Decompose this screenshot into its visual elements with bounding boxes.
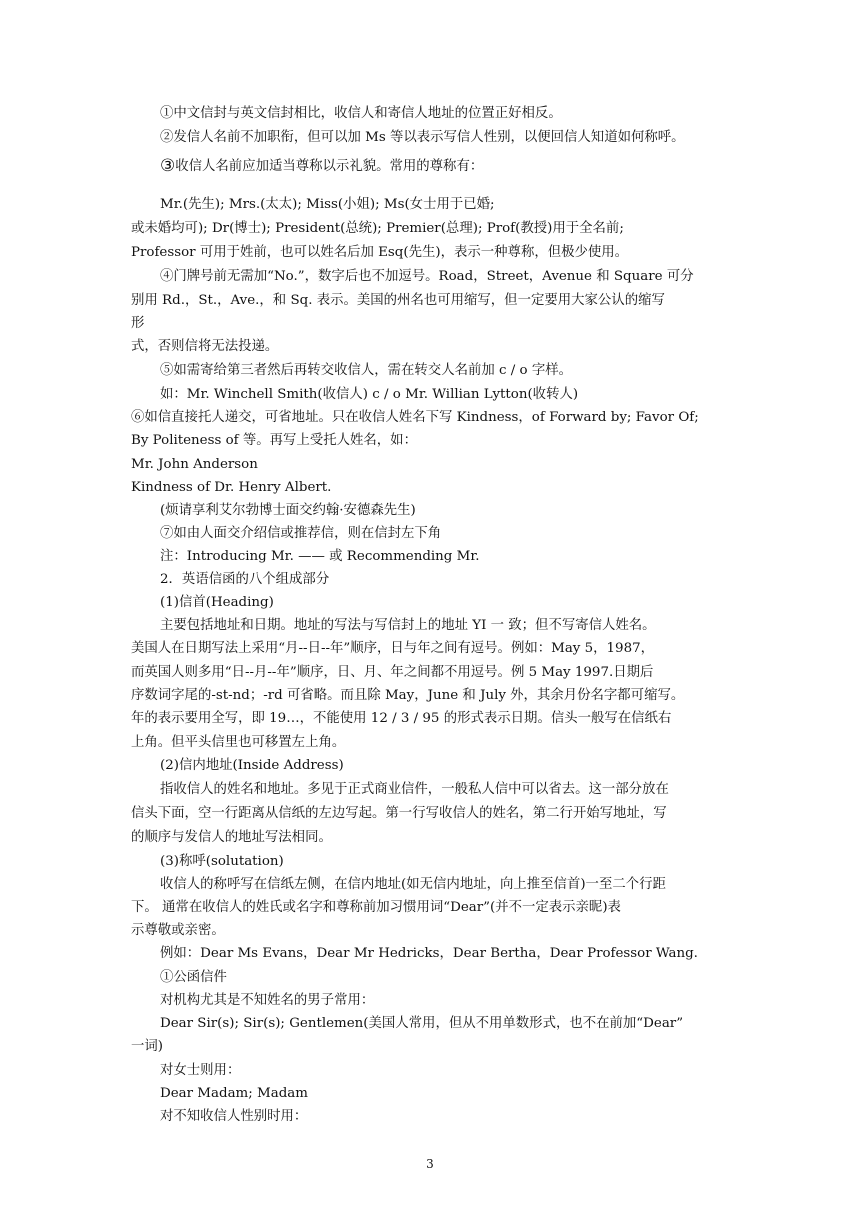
text-line: 信头下面，空一行距离从信纸的左边写起。第一行写收信人的姓名，第二行开始写地址，写	[131, 806, 667, 821]
text-line: 下。 通常在收信人的姓氏或名字和尊称前加习惯用词“Dear”(并不一定表示亲昵)表	[131, 900, 621, 915]
text-line: (烦请享利艾尔勃博士面交约翰·安德森先生)	[160, 503, 416, 518]
subsection-heading: (2)信内地址(Inside Address)	[160, 758, 344, 773]
text-line: ④门牌号前无需加“No.”，数字后也不加逗号。Road，Street，Avenue 和 Square 可分	[160, 269, 694, 284]
text-line: Mr.(先生); Mrs.(太太); Miss(小姐); Ms(女士用于已婚;	[160, 197, 495, 212]
text-line: 年的表示要用全写，即 19…，不能使用 12 / 3 / 95 的形式表示日期。信头一般写在信纸右	[131, 711, 672, 726]
subsection-heading: (3)称呼(solutation)	[160, 854, 284, 869]
text-line: 或未婚均可); Dr(博士); President(总统); Premier(总理); Prof(教授)用于全名前;	[131, 221, 624, 236]
text-line: Mr. John Anderson	[131, 457, 258, 472]
text-line-content: 收信人名前应加适当尊称以示礼貌。常用的尊称有：	[175, 159, 484, 174]
text-line: 主要包括地址和日期。地址的写法与写信封上的地址 YI 一 致；但不写寄信人姓名。	[160, 618, 656, 633]
text-line: 示尊敬或亲密。	[131, 923, 225, 938]
text-line: 收信人的称呼写在信纸左侧，在信内地址(如无信内地址，向上推至信首)一至二个行距	[160, 877, 666, 892]
text-line: Dear Sir(s); Sir(s); Gentlemen(美国人常用，但从不用单数形式，也不在前加“Dear”	[160, 1016, 684, 1031]
text-line: 序数词字尾的-st-nd；-rd 可省略。而且除 May，June 和 July 外，其余月份名字都可缩写。	[131, 688, 685, 703]
text-line: 对机构尤其是不知姓名的男子常用：	[160, 993, 375, 1008]
text-line: 式，否则信将无法投递。	[131, 339, 279, 354]
text-line: 形	[131, 316, 145, 331]
text-line: 而英国人则多用“日--月--年”顺序，日、月、年之间都不用逗号。例 5 May 1997.日期后	[131, 665, 654, 680]
text-line	[160, 158, 483, 175]
text-line: Dear Madam; Madam	[160, 1086, 308, 1101]
text-line: 上角。但平头信里也可移置左上角。	[131, 735, 346, 750]
text-line: 如：Mr. Winchell Smith(收信人) c / o Mr. Willian Lytton(收转人)	[160, 387, 579, 402]
text-line: 指收信人的姓名和地址。多见于正式商业信件，一般私人信中可以省去。这一部分放在	[160, 782, 669, 797]
text-line: ⑦如由人面交介绍信或推荐信，则在信封左下角	[160, 526, 442, 541]
text-line: ②发信人名前不加职衔，但可以加 Ms 等以表示写信人性别，以便回信人知道如何称呼。	[160, 130, 685, 145]
text-line: ⑥如信直接托人递交，可省地址。只在收信人姓名下写 Kindness，of Forward by; Favor Of;	[131, 410, 699, 425]
page-number: 3	[426, 1157, 434, 1171]
text-line: ①中文信封与英文信封相比，收信人和寄信人地址的位置正好相反。	[160, 106, 562, 121]
subsection-heading: (1)信首(Heading)	[160, 595, 274, 610]
text-line: 对不知收信人性别时用：	[160, 1109, 308, 1124]
text-line: 美国人在日期写法上采用“月--日--年”顺序，日与年之间有逗号。例如：May 5，1987，	[131, 641, 655, 656]
text-line: Kindness of Dr. Henry Albert.	[131, 480, 332, 495]
text-line: By Politeness of 等。再写上受托人姓名，如：	[131, 433, 417, 448]
text-line: ①公函信件	[160, 970, 227, 985]
text-line: 例如：Dear Ms Evans，Dear Mr Hedricks，Dear Bertha，Dear Professor Wang.	[160, 946, 698, 961]
section-heading: 2．英语信函的八个组成部分	[160, 572, 330, 587]
text-line: 的顺序与发信人的地址写法相同。	[131, 830, 332, 845]
text-line: Professor 可用于姓前，也可以姓名后加 Esq(先生)，表示一种尊称，但极少使用。	[131, 245, 629, 260]
text-line: 对女士则用：	[160, 1063, 241, 1078]
text-line: 一词)	[131, 1039, 164, 1054]
circled-number: ③	[160, 156, 176, 176]
text-line: ⑤如需寄给第三者然后再转交收信人，需在转交人名前加 c / o 字样。	[160, 363, 573, 378]
text-line: 别用 Rd.，St.，Ave.，和 Sq. 表示。美国的州名也可用缩写，但一定要用大家公认的缩写	[131, 293, 665, 308]
text-line: 注：Introducing Mr. —— 或 Recommending Mr.	[160, 549, 480, 564]
